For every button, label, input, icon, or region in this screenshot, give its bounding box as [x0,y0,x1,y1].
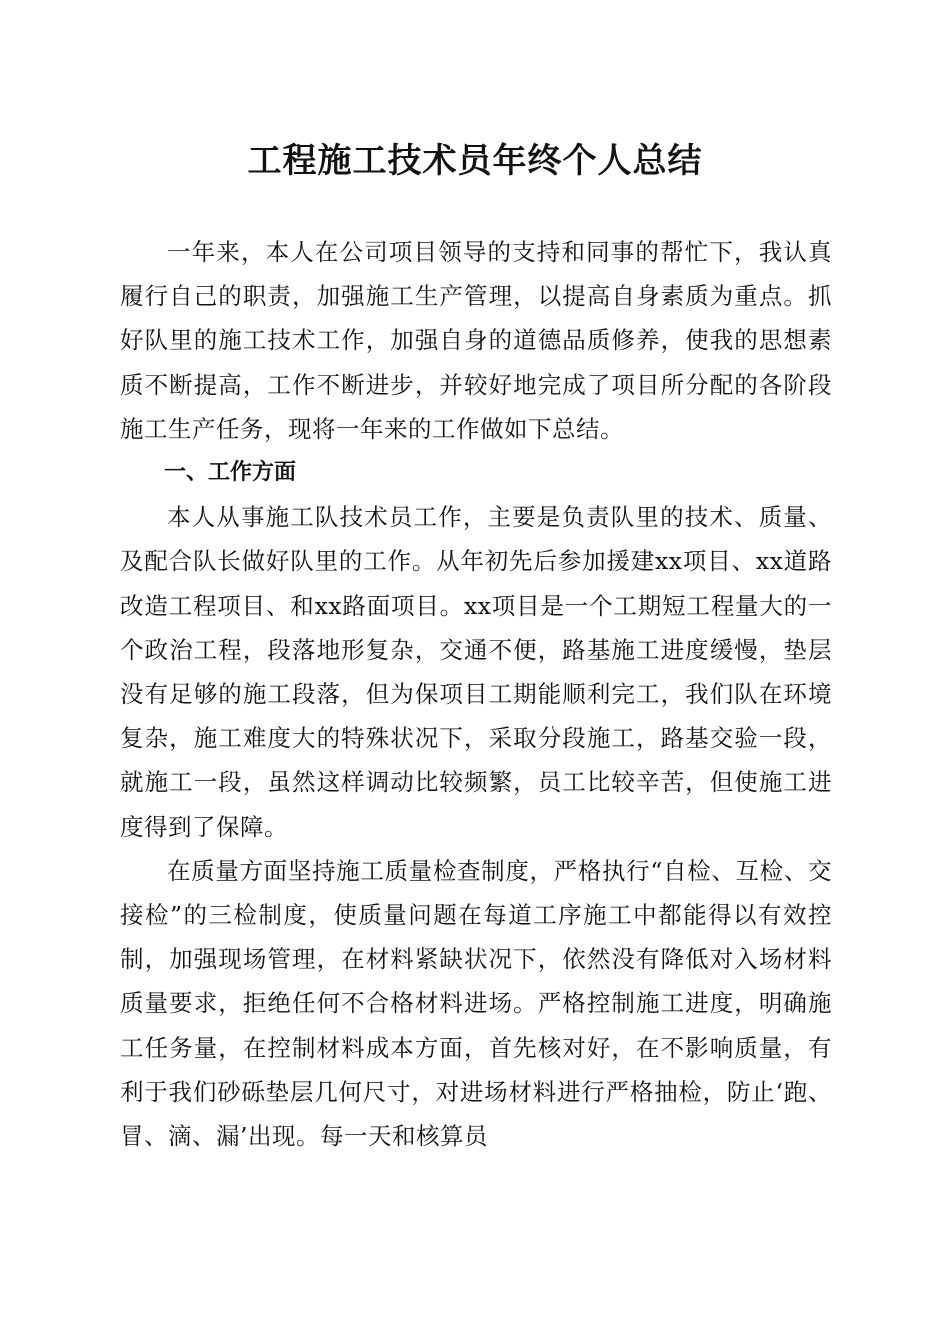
intro-paragraph: 一年来，本人在公司项目领导的支持和同事的帮忙下，我认真履行自己的职责，加强施工生产管理，以提高自身素质为重点。抓好队里的施工技术工作，加强自身的道德品质修养，使我的思想素质不断提高，工作不断进步，并较好地完成了项目所分配的各阶段施工生产任务，现将一年来的工作做如下总结。 [120,238,832,443]
document-body [120,230,832,1158]
document-title: 工程施工技术员年终个人总结 [247,141,703,181]
section-paragraph-2: 在质量方面坚持施工质量检查制度，严格执行“自检、互检、交接检”的三检制度，使质量问题在每道工序施工中都能得以有效控制，加强现场管理，在材料紧缺状况下，依然没有降低对入场材料质量要求，拒绝任何不合格材料进场。严格控制施工进度，明确施工任务量，在控制材料成本方面，首先核对好，在不影响质量，有利于我们砂砾垫层几何尺寸，对进场材料进行严格抽检，防止‘跑、冒、滴、漏’出现。每一天和核算员 [120,856,832,1151]
section-heading-work: 一、工作方面 [164,460,297,486]
section-paragraph-1: 本人从事施工队技术员工作，主要是负责队里的技术、质量、及配合队长做好队里的工作。从年初先后参加援建xx项目、xx道路改造工程项目、和xx路面项目。xx项目是一个工期短工程量大的一个政治工程，段落地形复杂，交通不便，路基施工进度缓慢，垫层没有足够的施工段落，但为保项目工期能顺利完工，我们队在环境复杂，施工难度大的特殊状况下，采取分段施工，路基交验一段，就施工一段，虽然这样调动比较频繁，员工比较辛苦，但使施工进度得到了保障。 [120,503,832,841]
